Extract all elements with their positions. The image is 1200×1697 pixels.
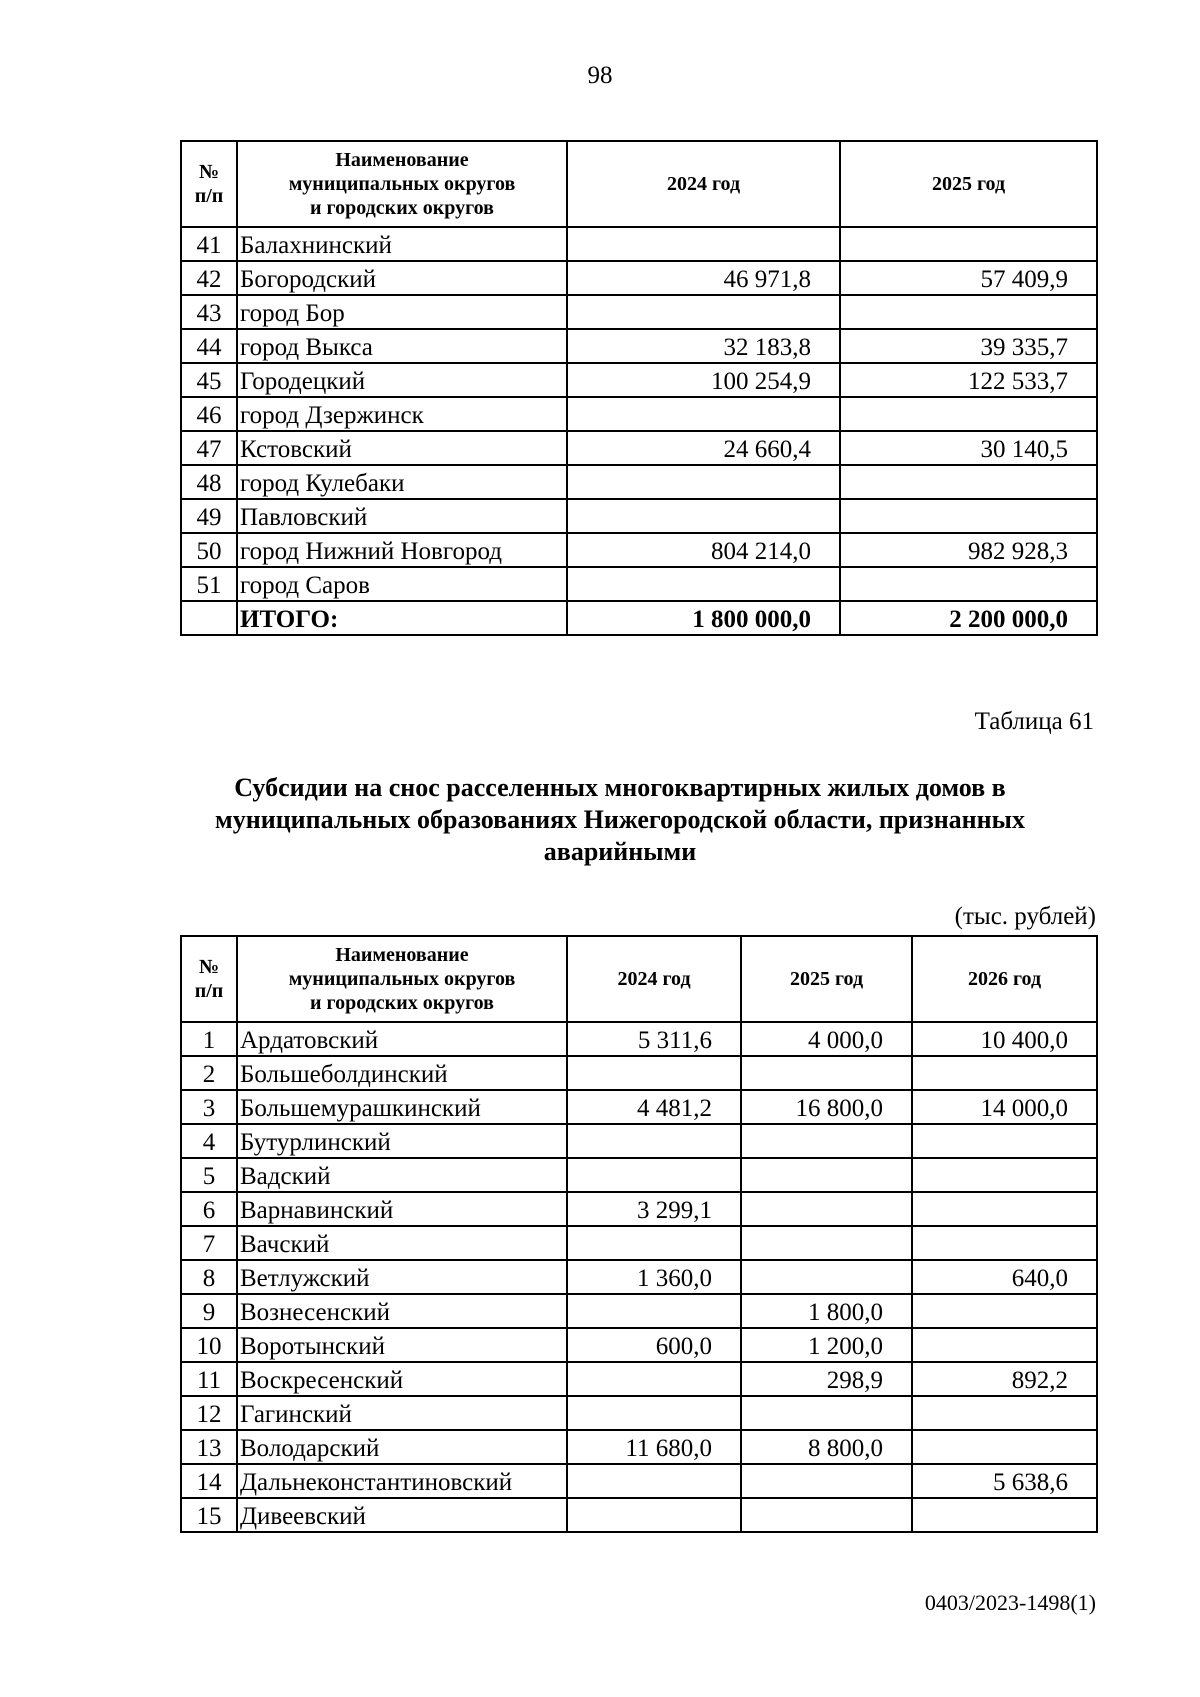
district-name: Володарский bbox=[237, 1430, 567, 1464]
row-number: 15 bbox=[181, 1498, 237, 1532]
value-2026 bbox=[912, 1226, 1097, 1260]
row-number: 8 bbox=[181, 1260, 237, 1294]
table-row bbox=[181, 1056, 1097, 1090]
district-name: Городецкий bbox=[237, 363, 567, 397]
page-number: 98 bbox=[587, 62, 613, 89]
value-2024 bbox=[567, 499, 840, 533]
district-name: Кстовский bbox=[237, 431, 567, 465]
row-number: 45 bbox=[181, 363, 237, 397]
row-number: 12 bbox=[181, 1396, 237, 1430]
value-2025: 1 800,0 bbox=[741, 1294, 912, 1328]
value-2025 bbox=[741, 1124, 912, 1158]
district-name: Гагинский bbox=[237, 1396, 567, 1430]
row-number: 51 bbox=[181, 567, 237, 601]
col-header-2025: 2025 год bbox=[840, 141, 1097, 227]
row-number: 41 bbox=[181, 227, 237, 261]
value-2024 bbox=[567, 1158, 741, 1192]
value-2026 bbox=[912, 1056, 1097, 1090]
value-2026 bbox=[912, 1158, 1097, 1192]
total-2025: 2 200 000,0 bbox=[840, 601, 1097, 635]
value-2024 bbox=[567, 465, 840, 499]
row-number: 50 bbox=[181, 533, 237, 567]
value-2025 bbox=[840, 567, 1097, 601]
value-2024 bbox=[567, 1362, 741, 1396]
table-row bbox=[181, 1226, 1097, 1260]
table-row bbox=[181, 431, 1097, 465]
row-number: 44 bbox=[181, 329, 237, 363]
district-name: город Бор bbox=[237, 295, 567, 329]
value-2025 bbox=[840, 227, 1097, 261]
value-2025: 122 533,7 bbox=[840, 363, 1097, 397]
value-2024 bbox=[567, 1056, 741, 1090]
value-2025: 16 800,0 bbox=[741, 1090, 912, 1124]
row-number: 47 bbox=[181, 431, 237, 465]
value-2026: 892,2 bbox=[912, 1362, 1097, 1396]
col-header-2025: 2025 год bbox=[741, 936, 912, 1022]
value-2024: 46 971,8 bbox=[567, 261, 840, 295]
district-name: Дивеевский bbox=[237, 1498, 567, 1532]
value-2025 bbox=[741, 1226, 912, 1260]
value-2024 bbox=[567, 227, 840, 261]
district-name: Воскресенский bbox=[237, 1362, 567, 1396]
col-header-name: Наименование муниципальных округов и городских округов bbox=[237, 936, 567, 1022]
row-number: 13 bbox=[181, 1430, 237, 1464]
value-2026 bbox=[912, 1498, 1097, 1532]
table-row bbox=[181, 533, 1097, 567]
value-2025: 39 335,7 bbox=[840, 329, 1097, 363]
district-name: Ардатовский bbox=[237, 1022, 567, 1056]
units-label: (тыс. рублей) bbox=[954, 903, 1096, 930]
value-2024: 11 680,0 bbox=[567, 1430, 741, 1464]
value-2025: 57 409,9 bbox=[840, 261, 1097, 295]
value-2025 bbox=[741, 1464, 912, 1498]
value-2024: 4 481,2 bbox=[567, 1090, 741, 1124]
col-header-2024: 2024 год bbox=[567, 936, 741, 1022]
total-label: ИТОГО: bbox=[237, 601, 567, 635]
row-number: 3 bbox=[181, 1090, 237, 1124]
value-2024: 100 254,9 bbox=[567, 363, 840, 397]
value-2025 bbox=[741, 1056, 912, 1090]
row-number: 4 bbox=[181, 1124, 237, 1158]
value-2024: 804 214,0 bbox=[567, 533, 840, 567]
district-name: Ветлужский bbox=[237, 1260, 567, 1294]
table-row bbox=[181, 363, 1097, 397]
row-number: 48 bbox=[181, 465, 237, 499]
value-2024 bbox=[567, 567, 840, 601]
row-number: 49 bbox=[181, 499, 237, 533]
value-2025: 298,9 bbox=[741, 1362, 912, 1396]
value-2024: 600,0 bbox=[567, 1328, 741, 1362]
table-row bbox=[181, 465, 1097, 499]
col-header-number: № п/п bbox=[181, 141, 237, 227]
value-2026 bbox=[912, 1192, 1097, 1226]
row-number: 2 bbox=[181, 1056, 237, 1090]
table-label: Таблица 61 bbox=[974, 708, 1094, 735]
row-number: 9 bbox=[181, 1294, 237, 1328]
value-2024 bbox=[567, 295, 840, 329]
row-number: 6 bbox=[181, 1192, 237, 1226]
value-2024: 24 660,4 bbox=[567, 431, 840, 465]
value-2024 bbox=[567, 1464, 741, 1498]
value-2025: 4 000,0 bbox=[741, 1022, 912, 1056]
row-number: 10 bbox=[181, 1328, 237, 1362]
table-row bbox=[181, 1124, 1097, 1158]
table-row bbox=[181, 1158, 1097, 1192]
value-2024: 32 183,8 bbox=[567, 329, 840, 363]
district-name: Павловский bbox=[237, 499, 567, 533]
demolition-subsidy-table bbox=[180, 935, 1098, 1533]
district-name: город Нижний Новгород bbox=[237, 533, 567, 567]
district-name: Вознесенский bbox=[237, 1294, 567, 1328]
table-row bbox=[181, 1294, 1097, 1328]
value-2024 bbox=[567, 1294, 741, 1328]
subsidy-table-continued bbox=[180, 140, 1098, 636]
table-row bbox=[181, 1328, 1097, 1362]
value-2025 bbox=[840, 499, 1097, 533]
value-2025 bbox=[741, 1192, 912, 1226]
table-header-row bbox=[181, 936, 1097, 1022]
value-2024 bbox=[567, 1226, 741, 1260]
value-2025 bbox=[741, 1396, 912, 1430]
district-name: Варнавинский bbox=[237, 1192, 567, 1226]
row-number: 42 bbox=[181, 261, 237, 295]
table-row bbox=[181, 397, 1097, 431]
row-number: 43 bbox=[181, 295, 237, 329]
value-2025: 30 140,5 bbox=[840, 431, 1097, 465]
table-row bbox=[181, 1430, 1097, 1464]
row-number: 5 bbox=[181, 1158, 237, 1192]
value-2025: 982 928,3 bbox=[840, 533, 1097, 567]
district-name: город Дзержинск bbox=[237, 397, 567, 431]
value-2025 bbox=[741, 1260, 912, 1294]
value-2025: 1 200,0 bbox=[741, 1328, 912, 1362]
col-header-number: № п/п bbox=[181, 936, 237, 1022]
row-number: 11 bbox=[181, 1362, 237, 1396]
value-2024 bbox=[567, 1124, 741, 1158]
value-2025 bbox=[840, 397, 1097, 431]
value-2026: 14 000,0 bbox=[912, 1090, 1097, 1124]
table-row bbox=[181, 1396, 1097, 1430]
table-header-row bbox=[181, 141, 1097, 227]
table-row bbox=[181, 1464, 1097, 1498]
value-2026: 640,0 bbox=[912, 1260, 1097, 1294]
value-2026 bbox=[912, 1396, 1097, 1430]
value-2026 bbox=[912, 1294, 1097, 1328]
district-name: Вадский bbox=[237, 1158, 567, 1192]
table-row bbox=[181, 329, 1097, 363]
value-2026: 5 638,6 bbox=[912, 1464, 1097, 1498]
district-name: Большеболдинский bbox=[237, 1056, 567, 1090]
table-row bbox=[181, 1362, 1097, 1396]
value-2026 bbox=[912, 1328, 1097, 1362]
table-row bbox=[181, 227, 1097, 261]
value-2025 bbox=[741, 1158, 912, 1192]
district-name: Балахнинский bbox=[237, 227, 567, 261]
district-name: Вачский bbox=[237, 1226, 567, 1260]
table-row bbox=[181, 1192, 1097, 1226]
col-header-name: Наименование муниципальных округов и городских округов bbox=[237, 141, 567, 227]
district-name: Дальнеконстантиновский bbox=[237, 1464, 567, 1498]
value-2025 bbox=[840, 295, 1097, 329]
value-2026 bbox=[912, 1124, 1097, 1158]
value-2024 bbox=[567, 1396, 741, 1430]
value-2026: 10 400,0 bbox=[912, 1022, 1097, 1056]
district-name: Большемурашкинский bbox=[237, 1090, 567, 1124]
value-2025 bbox=[741, 1498, 912, 1532]
table-row bbox=[181, 1090, 1097, 1124]
document-code: 0403/2023-1498(1) bbox=[924, 1590, 1096, 1615]
value-2024: 3 299,1 bbox=[567, 1192, 741, 1226]
table-row bbox=[181, 567, 1097, 601]
district-name: город Саров bbox=[237, 567, 567, 601]
col-header-2024: 2024 год bbox=[567, 141, 840, 227]
value-2024 bbox=[567, 1498, 741, 1532]
row-number: 14 bbox=[181, 1464, 237, 1498]
row-number: 1 bbox=[181, 1022, 237, 1056]
total-row bbox=[181, 601, 1097, 635]
value-2026 bbox=[912, 1430, 1097, 1464]
district-name: город Кулебаки bbox=[237, 465, 567, 499]
table-row bbox=[181, 261, 1097, 295]
table-title: Субсидии на снос расселенных многоквартирных жилых домов в муниципальных образованиях Нижегородской области, признанных аварийными bbox=[215, 773, 1025, 866]
total-number-cell bbox=[181, 601, 237, 635]
row-number: 7 bbox=[181, 1226, 237, 1260]
value-2025 bbox=[840, 465, 1097, 499]
table-row bbox=[181, 1022, 1097, 1056]
table-row bbox=[181, 1260, 1097, 1294]
district-name: Воротынский bbox=[237, 1328, 567, 1362]
total-2024: 1 800 000,0 bbox=[567, 601, 840, 635]
table-row bbox=[181, 295, 1097, 329]
value-2024: 1 360,0 bbox=[567, 1260, 741, 1294]
col-header-2026: 2026 год bbox=[912, 936, 1097, 1022]
district-name: Богородский bbox=[237, 261, 567, 295]
value-2024: 5 311,6 bbox=[567, 1022, 741, 1056]
value-2024 bbox=[567, 397, 840, 431]
table-row bbox=[181, 1498, 1097, 1532]
table-row bbox=[181, 499, 1097, 533]
value-2025: 8 800,0 bbox=[741, 1430, 912, 1464]
row-number: 46 bbox=[181, 397, 237, 431]
district-name: Бутурлинский bbox=[237, 1124, 567, 1158]
district-name: город Выкса bbox=[237, 329, 567, 363]
